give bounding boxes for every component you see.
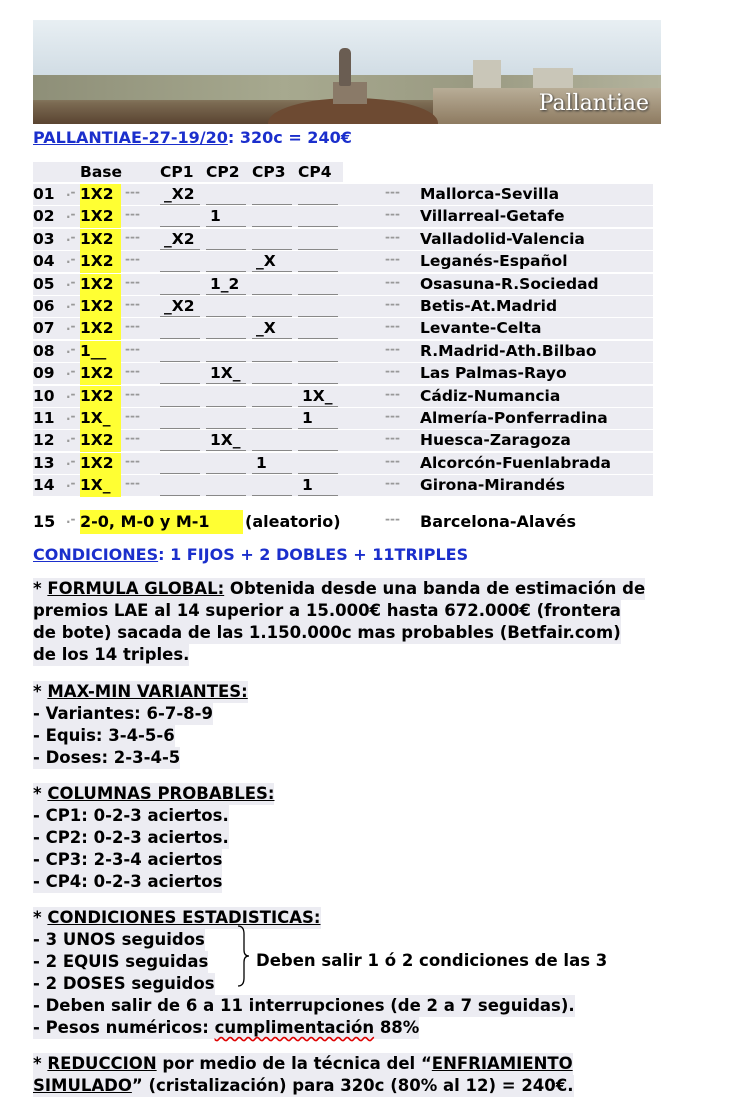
row-cp3: [252, 275, 292, 295]
row-separator: ---: [125, 297, 140, 311]
row-number: 15: [33, 512, 56, 531]
row15-note: (aleatorio): [245, 512, 341, 531]
row-separator: ---: [385, 252, 400, 267]
row-base: 1X2: [80, 453, 114, 472]
table-row: [33, 274, 683, 296]
table-row: [33, 475, 683, 497]
header-cp3: CP3: [252, 163, 286, 181]
estadisticas-extra-1: - Deben salir de 6 a 11 interrupciones (de 2 a 7 seguidas).: [33, 996, 575, 1015]
brace-icon: [236, 924, 250, 988]
row-cp3: [252, 431, 292, 451]
row-match: R.Madrid-Ath.Bilbao: [420, 341, 597, 360]
formula-line-4: de los 14 triples.: [33, 645, 190, 664]
estadisticas-heading-line: * CONDICIONES ESTADISTICAS:: [33, 908, 321, 927]
row-cp3: [252, 185, 292, 205]
row-base-highlight: [80, 296, 121, 318]
table-row-15: [33, 510, 653, 534]
row-cp4: [298, 476, 338, 496]
row-cp3: [252, 207, 292, 227]
estadisticas-item: - 2 DOSES seguidos: [33, 974, 215, 993]
row-base-highlight: [80, 251, 121, 273]
row-base: 1X2: [80, 207, 114, 226]
row-separator: ---: [125, 274, 140, 289]
row-cp1: [160, 319, 200, 339]
row-dash: .-: [66, 386, 76, 401]
row-cp4: [298, 364, 338, 384]
reduccion-heading: REDUCCION: [47, 1054, 157, 1073]
row15-base-highlight: [80, 510, 243, 534]
columnas-heading: COLUMNAS PROBABLES:: [47, 784, 275, 803]
table-row: [33, 408, 683, 430]
reduccion-line-1: * REDUCCION por medio de la técnica del “ENFRIAMIENTO: [33, 1054, 573, 1073]
row-cp1: [160, 207, 200, 227]
header-cp4: CP4: [298, 163, 332, 181]
columnas-item: - CP3: 2-3-4 aciertos: [33, 850, 223, 869]
row-number: 11: [33, 409, 55, 427]
header-banner-image: [33, 20, 661, 124]
row-separator: ---: [385, 364, 400, 379]
title-main: PALLANTIAE-27-19/20: [33, 128, 228, 147]
row-separator: ---: [385, 431, 400, 446]
reduccion-underline-2: SIMULADO: [33, 1076, 132, 1095]
row-base: 1X2: [80, 386, 114, 405]
table-row: [33, 341, 683, 363]
row-cp4-value: 1: [302, 409, 313, 427]
row-dash: .-: [66, 512, 76, 526]
table-row: [33, 206, 683, 228]
formula-text-1: Obtenida desde una banda de estimación de: [224, 579, 646, 598]
row-cp2: [206, 275, 246, 295]
row-cp4: [298, 185, 338, 205]
row-cp3-value: _X: [256, 252, 276, 271]
row-cp4: [298, 431, 338, 451]
row-dash: .-: [66, 453, 76, 468]
row-cp1-value: _X2: [164, 229, 195, 248]
row-dash: .-: [66, 297, 76, 311]
formula-line-2: premios LAE al 14 superior a 15.000€ hasta 672.000€ (frontera: [33, 601, 621, 620]
row-cp2: [206, 476, 246, 496]
row-dash: .-: [66, 229, 76, 244]
row-cp3-value: 1: [256, 453, 267, 472]
row-cp4: [298, 230, 338, 250]
row-base: 1X2: [80, 319, 114, 338]
row-cp4: [298, 409, 338, 429]
row-dash: .-: [66, 341, 76, 356]
row-separator: ---: [385, 229, 400, 244]
header-base: Base: [80, 163, 123, 181]
row-cp2: [206, 364, 246, 384]
row-base: 1X2: [80, 297, 114, 315]
maxmin-item: - Equis: 3-4-5-6: [33, 726, 175, 745]
row-number: 09: [33, 364, 55, 383]
row-base: 1X_: [80, 409, 111, 427]
row-separator: ---: [125, 341, 140, 356]
row-cp4: [298, 319, 338, 339]
row-number: 03: [33, 229, 55, 248]
row-number: 05: [33, 274, 55, 293]
row-separator: ---: [125, 386, 140, 401]
row-separator: ---: [385, 319, 400, 334]
banner-logo: Pallantiae: [538, 91, 649, 116]
columnas-item: - CP2: 0-2-3 aciertos.: [33, 828, 229, 847]
row-base-highlight: [80, 341, 121, 363]
table-row: [33, 229, 683, 251]
row-cp2: [206, 252, 246, 272]
row-separator: ---: [385, 207, 400, 222]
row-base-highlight: [80, 453, 121, 475]
row-separator: ---: [125, 207, 140, 222]
row-cp2: [206, 185, 246, 205]
row-cp4: [298, 454, 338, 474]
estadisticas-extra-2: [33, 1017, 419, 1039]
columnas-heading-line: * COLUMNAS PROBABLES:: [33, 784, 275, 803]
row-cp1: [160, 252, 200, 272]
row-cp1: [160, 364, 200, 384]
row-dash: .-: [66, 207, 76, 222]
condiciones-text: : 1 FIJOS + 2 DOBLES + 11TRIPLES: [158, 545, 469, 564]
table-row: [33, 296, 683, 318]
row-number: 12: [33, 431, 55, 450]
row-cp2-value: 1X_: [210, 431, 241, 450]
row-dash: .-: [66, 185, 76, 199]
row-base: 1X2: [80, 185, 114, 203]
table-row: [33, 363, 683, 385]
row-separator: ---: [385, 185, 400, 199]
row-cp2: [206, 431, 246, 451]
maxmin-item: - Variantes: 6-7-8-9: [33, 704, 213, 723]
row-cp3: [252, 476, 292, 496]
row-number: 14: [33, 476, 55, 495]
row-dash: .-: [66, 319, 76, 334]
row-cp1: [160, 275, 200, 295]
reduccion-line-2: [33, 1075, 574, 1097]
row-number: 13: [33, 453, 55, 472]
formula-line-3: de bote) sacada de las 1.150.000c mas probables (Betfair.com): [33, 623, 621, 642]
row-cp2: [206, 342, 246, 362]
row-cp2-value: 1X_: [210, 364, 241, 383]
row-base: 1X_: [80, 476, 111, 495]
row-number: 08: [33, 341, 55, 360]
reduccion-text-1: por medio de la técnica del “: [156, 1054, 432, 1073]
row-cp3: [252, 252, 292, 272]
row-separator: ---: [125, 453, 140, 468]
row-cp2: [206, 387, 246, 407]
row-base-highlight: [80, 408, 121, 430]
title-suffix: : 320c = 240€: [227, 128, 352, 147]
row-match: Almería-Ponferradina: [420, 409, 608, 427]
row-separator: ---: [125, 252, 140, 267]
row15-match: Barcelona-Alavés: [420, 512, 576, 531]
row-cp2: [206, 319, 246, 339]
row-base-highlight: [80, 430, 121, 452]
banner-building: [533, 68, 573, 90]
row-cp1: [160, 454, 200, 474]
row-separator: ---: [385, 476, 400, 491]
extra2-prefix: - Pesos numéricos:: [33, 1018, 215, 1037]
extra2-wavy-word: cumplimentación: [214, 1018, 375, 1037]
row-base: 1X2: [80, 274, 114, 293]
row-separator: ---: [385, 512, 400, 526]
row-base-highlight: [80, 206, 121, 228]
row-separator: ---: [125, 319, 140, 334]
reduccion-section: [33, 1053, 713, 1097]
row-cp3: [252, 342, 292, 362]
row-match: Betis-At.Madrid: [420, 297, 558, 315]
row-separator: ---: [125, 229, 140, 244]
row-match: Las Palmas-Rayo: [420, 364, 567, 383]
row-separator: ---: [125, 476, 140, 491]
row-dash: .-: [66, 252, 76, 267]
table-row: [33, 430, 683, 452]
columnas-item: - CP1: 0-2-3 aciertos.: [33, 806, 229, 825]
row-separator: ---: [385, 409, 400, 423]
row-base: 1X2: [80, 364, 114, 383]
row-cp2: [206, 207, 246, 227]
row-base: 1X2: [80, 252, 114, 271]
row-cp1: [160, 297, 200, 317]
row-base-highlight: [80, 318, 121, 340]
row-cp4-value: 1X_: [302, 386, 333, 405]
condiciones-heading: [33, 545, 468, 564]
table-row: [33, 184, 683, 206]
row-separator: ---: [125, 409, 140, 423]
row-cp2: [206, 454, 246, 474]
row-base: 1X2: [80, 431, 114, 450]
table-row: [33, 251, 683, 273]
row-cp4-value: 1: [302, 476, 313, 495]
row-cp4: [298, 387, 338, 407]
row-cp2: [206, 297, 246, 317]
formula-heading: FORMULA GLOBAL:: [47, 579, 225, 598]
header-cp1: CP1: [160, 163, 194, 181]
row-match: Mallorca-Sevilla: [420, 185, 560, 203]
row-separator: ---: [125, 364, 140, 379]
row-base: 1X2: [80, 229, 114, 248]
row-match: Girona-Mirandés: [420, 476, 565, 495]
maxmin-section: [33, 681, 713, 769]
estadisticas-heading: CONDICIONES ESTADISTICAS:: [47, 908, 321, 927]
table-header: [33, 162, 343, 182]
row-cp1-value: _X2: [164, 297, 195, 315]
maxmin-heading-line: * MAX-MIN VARIANTES:: [33, 682, 248, 701]
banner-statue: [339, 48, 351, 86]
row-separator: ---: [385, 386, 400, 401]
banner-building: [473, 60, 501, 90]
row-cp4: [298, 342, 338, 362]
row-separator: ---: [385, 274, 400, 289]
estadisticas-item: - 2 EQUIS seguidas: [33, 952, 209, 971]
brace-text: Deben salir 1 ó 2 condiciones de las 3: [256, 951, 608, 970]
row-number: 02: [33, 207, 55, 226]
estadisticas-section: [33, 907, 713, 1039]
row-base-highlight: [80, 274, 121, 296]
row-match: Valladolid-Valencia: [420, 229, 585, 248]
row-separator: ---: [385, 297, 400, 311]
row-match: Huesca-Zaragoza: [420, 431, 571, 450]
row-cp4: [298, 297, 338, 317]
row-match: Villarreal-Getafe: [420, 207, 565, 226]
estadisticas-item: - 3 UNOS seguidos: [33, 930, 205, 949]
row-dash: .-: [66, 476, 76, 491]
row-base-highlight: [80, 386, 121, 408]
row-cp1: [160, 387, 200, 407]
row-cp3: [252, 364, 292, 384]
row-cp3: [252, 319, 292, 339]
row-base: 1__: [80, 341, 107, 360]
row-cp3: [252, 454, 292, 474]
condiciones-label: CONDICIONES: [33, 545, 159, 564]
formula-section: [33, 578, 713, 666]
reduccion-text-2: ” (cristalización) para 320c (80% al 12) = 240€.: [131, 1076, 574, 1095]
row-cp3: [252, 230, 292, 250]
row-dash: .-: [66, 409, 76, 423]
row-match: Alcorcón-Fuenlabrada: [420, 453, 612, 472]
columnas-section: [33, 783, 713, 893]
row-cp3: [252, 409, 292, 429]
row-match: Osasuna-R.Sociedad: [420, 274, 599, 293]
row-dash: .-: [66, 431, 76, 446]
row-match: Levante-Celta: [420, 319, 542, 338]
row-cp2: [206, 230, 246, 250]
reduccion-underline-1: ENFRIAMIENTO: [431, 1054, 573, 1073]
row-cp1: [160, 185, 200, 205]
row-cp2-value: 1_2: [210, 274, 240, 293]
row-cp1: [160, 342, 200, 362]
row-base-highlight: [80, 475, 121, 497]
row-number: 04: [33, 252, 55, 271]
maxmin-item: - Doses: 2-3-4-5: [33, 748, 181, 767]
row-separator: ---: [125, 185, 140, 199]
formula-line-1: * FORMULA GLOBAL: Obtenida desde una banda de estimación de: [33, 579, 646, 598]
row-cp2: [206, 409, 246, 429]
row-cp2-value: 1: [210, 207, 221, 226]
row-match: Leganés-Español: [420, 252, 568, 271]
row-cp3: [252, 387, 292, 407]
row-base-highlight: [80, 229, 121, 251]
maxmin-heading: MAX-MIN VARIANTES:: [47, 682, 248, 701]
row-dash: .-: [66, 364, 76, 379]
row-cp4: [298, 207, 338, 227]
table-row: [33, 318, 683, 340]
table-row: [33, 386, 683, 408]
extra2-suffix: 88%: [374, 1018, 420, 1037]
row-cp4: [298, 275, 338, 295]
row-separator: ---: [125, 431, 140, 446]
row-match: Cádiz-Numancia: [420, 386, 561, 405]
row15-base: 2-0, M-0 y M-1: [80, 512, 210, 531]
row-cp1: [160, 230, 200, 250]
row-number: 01: [33, 185, 55, 203]
row-base-highlight: [80, 184, 121, 206]
row-number: 07: [33, 319, 55, 338]
row-dash: .-: [66, 274, 76, 289]
row-cp1: [160, 476, 200, 496]
columnas-item: - CP4: 0-2-3 aciertos: [33, 872, 223, 891]
row-separator: ---: [385, 341, 400, 356]
row-cp1: [160, 409, 200, 429]
row-number: 10: [33, 386, 55, 405]
row-cp3-value: _X: [256, 319, 276, 338]
page-title: [33, 128, 352, 147]
row-number: 06: [33, 297, 55, 315]
row-cp4: [298, 252, 338, 272]
row-base-highlight: [80, 363, 121, 385]
row-cp1: [160, 431, 200, 451]
row-cp3: [252, 297, 292, 317]
row-separator: ---: [385, 453, 400, 468]
header-cp2: CP2: [206, 163, 240, 181]
row-cp1-value: _X2: [164, 185, 195, 203]
table-row: [33, 453, 683, 475]
